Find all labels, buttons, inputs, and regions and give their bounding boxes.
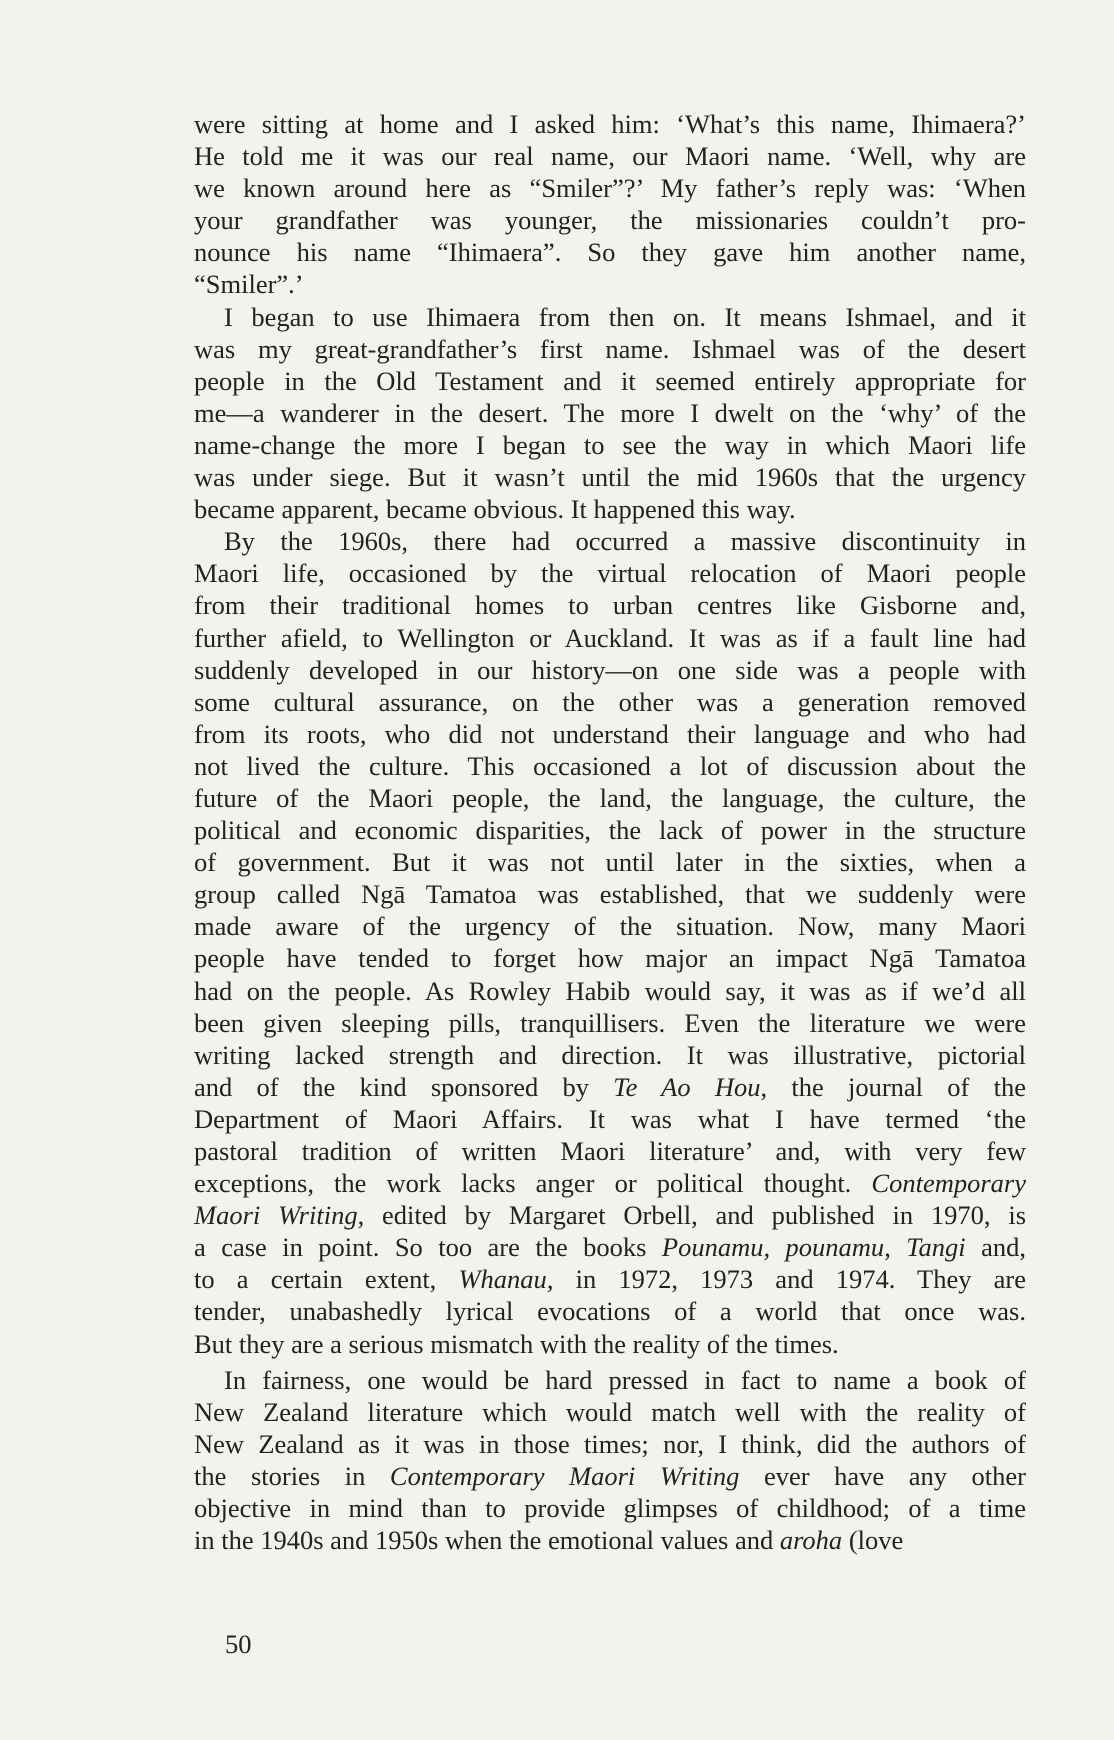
- italic-title: Whanau: [458, 1264, 547, 1295]
- text-line: [194, 333, 1026, 365]
- text-run: and of the kind sponsored by: [194, 1071, 614, 1102]
- text-run: been given sleeping pills, tranquillisers. Even the literature we were: [194, 1007, 1026, 1038]
- text-line: [194, 654, 1026, 686]
- italic-title: Contemporary: [871, 1168, 1026, 1199]
- text-line: [194, 910, 1026, 942]
- text-line: [194, 622, 1026, 654]
- text-run: writing lacked strength and direction. It was illustrative, pictorial: [194, 1039, 1026, 1070]
- text-line: [194, 1103, 1026, 1135]
- text-run: became apparent, became obvious. It happened this way.: [194, 494, 796, 525]
- text-line: [194, 1328, 1026, 1360]
- text-line: [194, 846, 1026, 878]
- text-line: [194, 108, 1026, 140]
- text-run: was under siege. But it wasn’t until the mid 1960s that the urgency: [194, 462, 1026, 493]
- text-line: [194, 1428, 1026, 1460]
- italic-title: Te Ao Hou: [613, 1071, 761, 1102]
- text-line: [194, 461, 1026, 493]
- text-run: the stories in: [194, 1460, 390, 1491]
- text-line: [194, 397, 1026, 429]
- text-line: [194, 942, 1026, 974]
- text-run: “Smiler”.’: [194, 269, 304, 300]
- text-run: people have tended to forget how major an impact Ngā Tamatoa: [194, 943, 1026, 974]
- text-line: [194, 172, 1026, 204]
- text-run: By the 1960s, there had occurred a massive discontinuity in: [224, 526, 1026, 557]
- text-run: ever have any other: [739, 1460, 1026, 1491]
- text-line: [194, 878, 1026, 910]
- text-line: [194, 750, 1026, 782]
- text-line: [194, 268, 1026, 300]
- text-run: In fairness, one would be hard pressed in fact to name a book of: [224, 1364, 1026, 1395]
- text-run: name-change the more I began to see the way in which Maori life: [194, 429, 1026, 460]
- body-text: [194, 108, 1026, 1556]
- text-line: [194, 1167, 1026, 1199]
- text-run: tender, unabashedly lyrical evocations of a world that once was.: [194, 1296, 1026, 1327]
- text-run: from its roots, who did not understand their language and who had: [194, 718, 1026, 749]
- text-run: Department of Maori Affairs. It was what I have termed ‘the: [194, 1103, 1026, 1134]
- text-run: were sitting at home and I asked him: ‘What’s this name, Ihimaera?’: [194, 109, 1026, 139]
- text-run: we known around here as “Smiler”?’ My father’s reply was: ‘When: [194, 173, 1026, 204]
- text-run: I began to use Ihimaera from then on. It means Ishmael, and it: [224, 301, 1026, 332]
- text-run: He told me it was our real name, our Maori name. ‘Well, why are: [194, 141, 1026, 172]
- text-run: pastoral tradition of written Maori literature’ and, with very few: [194, 1136, 1026, 1166]
- text-line: [194, 782, 1026, 814]
- text-line: [194, 365, 1026, 397]
- text-run: in the 1940s and 1950s when the emotional values and: [194, 1525, 780, 1556]
- text-run: Maori life, occasioned by the virtual relocation of Maori people: [194, 558, 1026, 589]
- text-line: [194, 1135, 1026, 1167]
- text-line: [194, 525, 1026, 557]
- text-run: me—a wanderer in the desert. The more I dwelt on the ‘why’ of the: [194, 397, 1026, 428]
- text-run: from their traditional homes to urban centres like Gisborne and,: [194, 590, 1026, 621]
- text-line: [194, 1364, 1026, 1396]
- text-run: to a certain extent,: [194, 1264, 459, 1295]
- italic-title: Contemporary Maori Writing: [389, 1460, 740, 1491]
- text-run: , edited by Margaret Orbell, and published in 1970, is: [357, 1200, 1027, 1231]
- text-run: objective in mind than to provide glimpses of childhood; of a time: [194, 1493, 1026, 1524]
- text-line: [194, 301, 1026, 333]
- text-line: [194, 1492, 1026, 1524]
- text-run: some cultural assurance, on the other was a generation removed: [194, 686, 1026, 717]
- italic-title: Tangi: [906, 1232, 966, 1263]
- italic-title: aroha: [779, 1525, 843, 1556]
- text-run: suddenly developed in our history—on one side was a people with: [194, 654, 1026, 685]
- text-run: a case in point. So too are the books: [194, 1232, 662, 1263]
- text-run: ,: [884, 1232, 907, 1263]
- text-run: and,: [965, 1232, 1026, 1263]
- text-run: had on the people. As Rowley Habib would say, it was as if we’d all: [194, 975, 1026, 1006]
- text-line: [194, 1071, 1026, 1103]
- text-run: nounce his name “Ihimaera”. So they gave him another name,: [194, 237, 1026, 268]
- text-line: [194, 718, 1026, 750]
- text-run: of government. But it was not until later in the sixties, when a: [194, 847, 1026, 878]
- text-line: [194, 975, 1026, 1007]
- text-run: New Zealand literature which would match well with the reality of: [194, 1396, 1026, 1427]
- text-line: [194, 1007, 1026, 1039]
- text-run: your grandfather was younger, the missionaries couldn’t pro-: [194, 205, 1026, 236]
- text-line: [194, 236, 1026, 268]
- text-run: (love: [842, 1525, 904, 1556]
- text-run: further afield, to Wellington or Auckland. It was as if a fault line had: [194, 622, 1026, 653]
- text-line: [194, 204, 1026, 236]
- italic-title: Pounamu, pounamu: [661, 1232, 885, 1263]
- text-line: [194, 589, 1026, 621]
- text-line: [194, 1524, 1026, 1556]
- text-run: , the journal of the: [760, 1071, 1026, 1102]
- text-run: not lived the culture. This occasioned a lot of discussion about the: [194, 750, 1026, 781]
- text-line: [194, 814, 1026, 846]
- text-line: [194, 140, 1026, 172]
- text-run: group called Ngā Tamatoa was established, that we suddenly were: [194, 879, 1026, 910]
- text-line: [194, 493, 1026, 525]
- text-line: [194, 1295, 1026, 1327]
- text-line: [194, 686, 1026, 718]
- text-line: [194, 1039, 1026, 1071]
- text-line: [194, 1231, 1026, 1263]
- text-line: [194, 1199, 1026, 1231]
- text-run: made aware of the urgency of the situation. Now, many Maori: [194, 911, 1026, 942]
- page-number: 50: [225, 1629, 252, 1659]
- italic-title: Maori Writing: [194, 1200, 358, 1231]
- text-line: [194, 1460, 1026, 1492]
- text-run: , in 1972, 1973 and 1974. They are: [546, 1264, 1026, 1295]
- text-line: [194, 429, 1026, 461]
- text-run: exceptions, the work lacks anger or political thought.: [194, 1168, 872, 1199]
- text-run: people in the Old Testament and it seemed entirely appropriate for: [194, 365, 1026, 396]
- text-line: [194, 1263, 1026, 1295]
- text-run: political and economic disparities, the lack of power in the structure: [194, 815, 1026, 846]
- text-run: But they are a serious mismatch with the reality of the times.: [194, 1328, 839, 1359]
- text-run: was my great-grandfather’s first name. Ishmael was of the desert: [194, 333, 1026, 364]
- text-run: future of the Maori people, the land, the language, the culture, the: [194, 782, 1026, 813]
- text-line: [194, 1396, 1026, 1428]
- text-run: New Zealand as it was in those times; nor, I think, did the authors of: [194, 1428, 1026, 1459]
- text-line: [194, 557, 1026, 589]
